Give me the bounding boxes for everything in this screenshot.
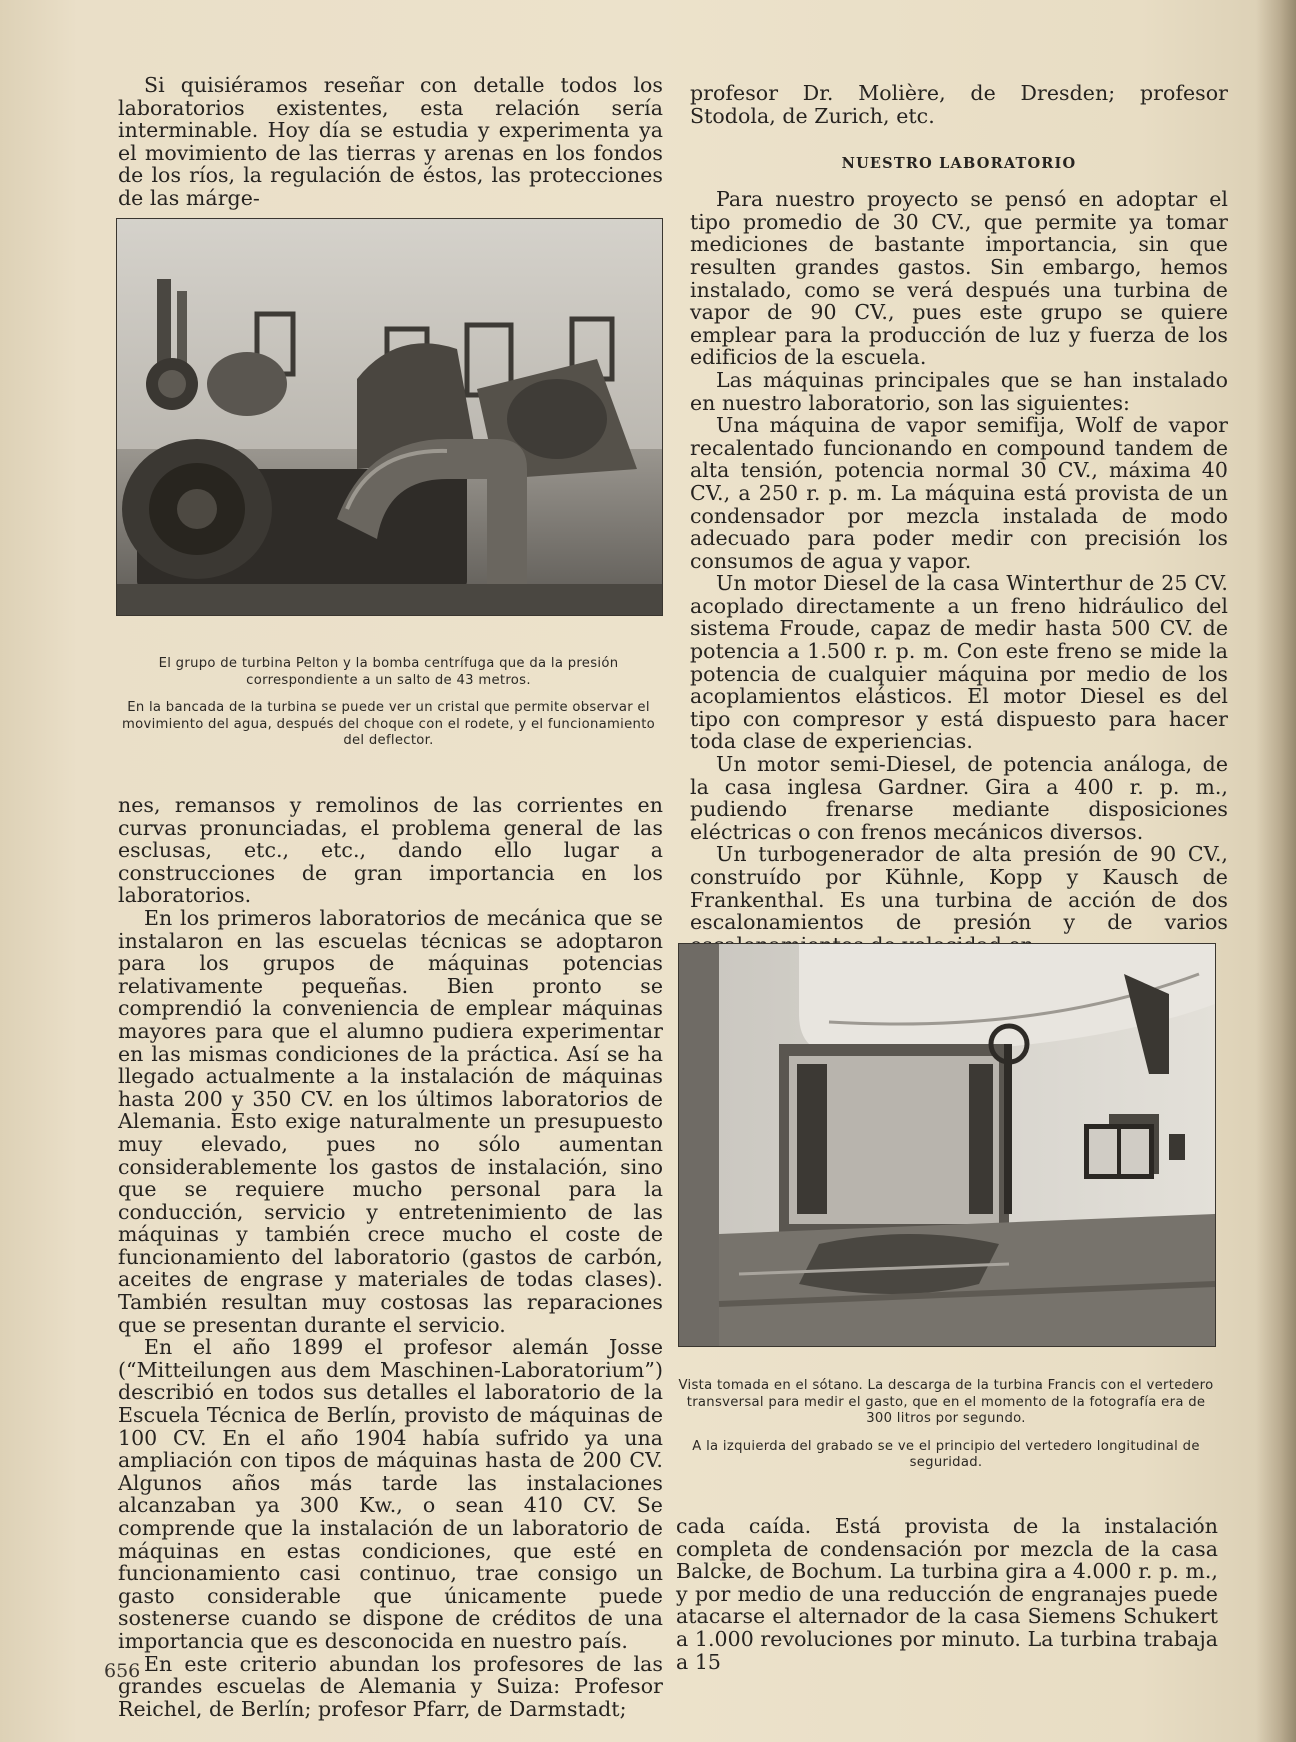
right-continuation-paragraph: cada caída. Está provista de la instalación completa de condensación por mezcla de la casa Balcke, de Bochum. La turbina gira a 4.000 r. p. m., y por medio de una reducción de engranajes puede atacarse el alternador de la casa Siemens Schukert a 1.000 revoluciones por minuto. La turbina trabaja a 15	[676, 1514, 1218, 1674]
left-paragraph-3: En el año 1899 el profesor alemán Josse (“Mitteilungen aus dem Maschinen-Laboratorium”) describió en todos sus detalles el laboratorio de la Escuela Técnica de Berlín, provisto de máquinas de 100 CV. En el año 1904 había sufrido ya una ampliación con tipos de máquinas hasta de 200 CV. Algunos años más tarde las instalaciones alcanzaban ya 300 Kw., o sean 410 CV. Se comprende que la instalación de un laboratorio de máquinas en estas condiciones, que esté en funcionamiento casi continuo, trae consigo un gasto considerable que únicamente puede sostenerse cuando se dispone de créditos de una importancia que es desconocida en nuestro país.	[118, 1335, 663, 1653]
basement-photo-illustration	[679, 944, 1215, 1346]
turbine-photo-illustration	[117, 219, 662, 615]
left-paragraph-1: nes, remansos y remolinos de las corrientes en curvas pronunciadas, el problema general de las esclusas, etc., etc., dando ello lugar a construcciones de gran importancia en los laboratorios.	[118, 793, 663, 908]
figure-1-caption	[116, 656, 661, 750]
left-paragraph-2: En los primeros laboratorios de mecánica que se instalaron en las escuelas técnicas se adoptaron para los grupos de máquinas potencias relativamente pequeñas. Bien pronto se comprendió la conveniencia de emplear máquinas mayores para que el alumno pudiera experimentar en las mismas condiciones de la práctica. Así se ha llegado actualmente a la instalación de máquinas hasta 200 y 350 CV. en los últimos laboratorios de Alemania. Esto exige naturalmente un presupuesto muy elevado, pues no sólo aumentan considerablemente los gastos de instalación, sino que se requiere mucho personal para la conducción, servicio y entretenimiento de las máquinas y también crece mucho el coste de funcionamiento del laboratorio (gastos de carbón, aceites de engrase y materiales de todas clases). También resultan muy costosas las reparaciones que se presentan durante el servicio.	[118, 905, 663, 1337]
right-paragraph-4: Un motor Diesel de la casa Winterthur de 25 CV. acoplado directamente a un freno hidráulico del sistema Froude, capaz de medir hasta 500 CV. de potencia a 1.500 r. p. m. Con este freno se mide la potencia de cualquier máquina por medio de los acoplamientos elásticos. El motor Diesel es del tipo con compresor y está dispuesto para hacer toda clase de experiencias.	[690, 571, 1228, 754]
right-intro-paragraph: profesor Dr. Molière, de Dresden; profesor Stodola, de Zurich, etc.	[690, 81, 1228, 128]
page-number: 656	[104, 1660, 141, 1682]
left-paragraph-4: En este criterio abundan los profesores de las grandes escuelas de Alemania y Suiza: Profesor Reichel, de Berlín; profesor Pfarr, de Darmstadt;	[118, 1651, 663, 1721]
right-paragraph-5: Un motor semi-Diesel, de potencia análoga, de la casa inglesa Gardner. Gira a 400 r. p. m., pudiendo frenarse mediante disposiciones eléctricas o con frenos mecánicos diversos.	[690, 752, 1228, 844]
left-column-body	[118, 794, 663, 1720]
figure-1-caption-line-2: En la bancada de la turbina se puede ver un cristal que permite observar el movimiento del agua, después del choque con el rodete, y el funcionamiento del deflector.	[121, 700, 656, 748]
right-column-body	[690, 82, 1228, 956]
figure-2-caption-line-1: Vista tomada en el sótano. La descarga de la turbina Francis con el vertedero transversal para medir el gasto, que en el momento de la fotografía era de 300 litros por segundo.	[678, 1378, 1214, 1426]
right-paragraph-1: Para nuestro proyecto se pensó en adoptar el tipo promedio de 30 CV., que permite ya tomar mediciones de bastante importancia, sin que resulten grandes gastos. Sin embargo, hemos instalado, como se verá después una turbina de vapor de 90 CV., pues este grupo se quiere emplear para la producción de luz y fuerza de los edificios de la escuela.	[690, 187, 1228, 370]
right-column-continuation	[676, 1515, 1218, 1673]
right-paragraph-2: Las máquinas principales que se han instalado en nuestro laboratorio, son las siguientes:	[690, 367, 1228, 415]
basement-francis-photo	[678, 943, 1216, 1347]
page-binding-shadow	[1256, 0, 1296, 1742]
figure-1-caption-line-1: El grupo de turbina Pelton y la bomba centrífuga que da la presión correspondiente a un salto de 43 metros.	[158, 656, 619, 688]
figure-2-caption-line-2: A la izquierda del grabado se ve el principio del vertedero longitudinal de seguridad.	[692, 1438, 1200, 1470]
figure-2-caption	[672, 1378, 1220, 1472]
right-paragraph-6: Un turbogenerador de alta presión de 90 CV., construído por Kühnle, Kopp y Kausch de Frankenthal. Es una turbina de acción de dos escalonamientos de presión y de varios	[690, 842, 1228, 935]
right-paragraph-3: Una máquina de vapor semifija, Wolf de vapor recalentado funcionando en compound tandem de alta tensión, potencia normal 30 CV., máxima 40 CV., a 250 r. p. m. La máquina está provista de un condensador por mezcla instalada de modo adecuado para poder medir con precisión los consumos de agua y vapor.	[690, 413, 1228, 573]
section-heading: NUESTRO LABORATORIO	[841, 155, 1077, 173]
left-intro-paragraph: Si quisiéramos reseñar con detalle todos los laboratorios existentes, esta relación sería interminable. Hoy día se estudia y experimenta ya el movimiento de las tierras y arenas en los fondos de los ríos, la regulación de éstos, las protecciones de las márge-	[118, 73, 663, 210]
turbine-pelton-photo	[116, 218, 663, 616]
left-column-intro	[118, 74, 663, 210]
